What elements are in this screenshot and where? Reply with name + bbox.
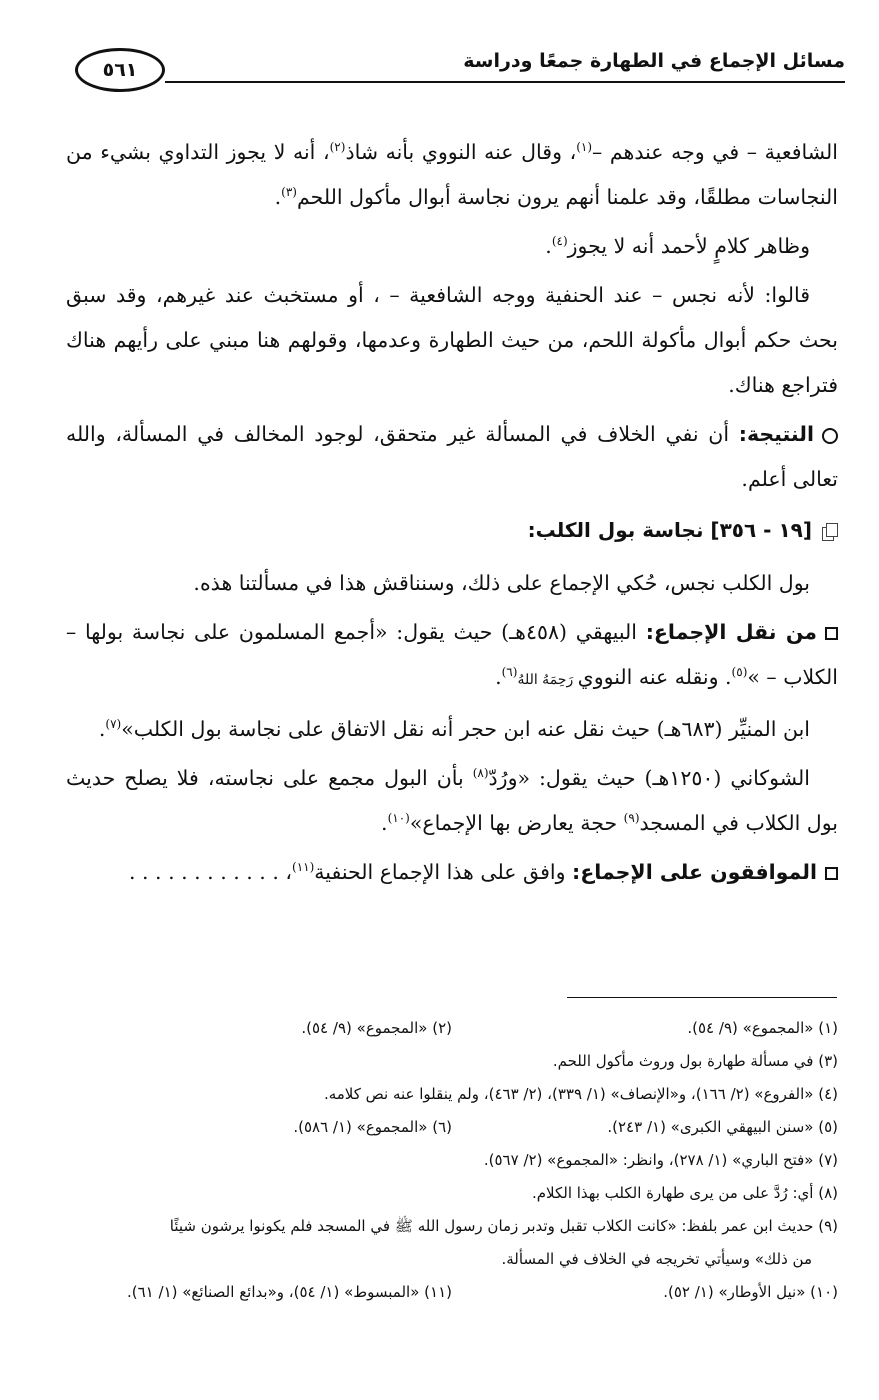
footnote-3: (٣) في مسألة طهارة بول وروث مأكول اللحم. <box>552 1052 838 1070</box>
text-span: الشافعية – في وجه عندهم – <box>592 140 838 164</box>
footnote-row <box>66 1012 838 1045</box>
result-label: النتيجة: <box>738 422 814 446</box>
footnote-ref[interactable]: (١١) <box>292 860 315 875</box>
footnote-5: (٥) «سنن البيهقي الكبرى» (١/ ٢٤٣). <box>607 1118 838 1136</box>
text-span: حجة يعارض بها الإجماع» <box>409 811 624 835</box>
honorific: رَحِمَهُ اللهُ <box>517 672 578 688</box>
section-heading-text: [١٩ - ٣٥٦] نجاسة بول الكلب: <box>527 518 812 542</box>
footnote-6: (٦) «المجموع» (١/ ٥٨٦). <box>293 1118 452 1136</box>
result-text: أن نفي الخلاف في المسألة غير متحقق، لوجود المخالف في المسألة، والله تعالى أعلم. <box>66 422 838 491</box>
transmitters-label: من نقل الإجماع: <box>645 620 817 644</box>
footnote-separator <box>567 997 837 998</box>
footnote-ref[interactable]: (٧) <box>105 717 122 732</box>
text-span: ابن المنيِّر (٦٨٣هـ) حيث نقل عنه ابن حجر أنه نقل الاتفاق على نجاسة بول الكلب» <box>121 717 810 741</box>
shawkani-paragraph <box>66 756 838 846</box>
text-span: وظاهر كلامٍ لأحمد أنه لا يجوز <box>567 234 810 258</box>
result-paragraph <box>66 412 838 502</box>
footnote-row <box>66 1276 838 1309</box>
footnote-ref[interactable]: (١٠) <box>387 811 410 826</box>
running-title: مسائل الإجماع في الطهارة جمعًا ودراسة <box>463 50 845 72</box>
footnote-9-continued: من ذلك» وسيأتي تخريجه في الخلاف في المسألة. <box>501 1250 812 1268</box>
footnote-ref[interactable]: (٩) <box>623 811 640 826</box>
text-span: . <box>545 234 552 258</box>
section-heading <box>66 508 838 553</box>
footnote-9: (٩) حديث ابن عمر بلفظ: «كانت الكلاب تقبل وتدبر زمان رسول الله ﷺ في المسجد فلم يكونوا يرشون شيئًا <box>169 1217 838 1235</box>
footnote-ref[interactable]: (٦) <box>501 665 518 680</box>
footnote-10: (١٠) «نيل الأوطار» (١/ ٥٢). <box>663 1283 838 1301</box>
agreeing-label: الموافقون على الإجماع: <box>572 860 817 884</box>
transmitters-paragraph <box>66 610 838 703</box>
paragraph-1 <box>66 130 838 220</box>
text-span: بأن البول مجمع على نجاسته، فلا يصلح حديث بول الكلاب في المسجد <box>66 766 838 835</box>
footnote-1: (١) «المجموع» (٩/ ٥٤). <box>687 1019 838 1037</box>
text-span: ، وقال عنه النووي بأنه شاذ <box>345 140 577 164</box>
footnote-4: (٤) «الفروع» (٢/ ١٦٦)، و«الإنصاف» (١/ ٣٣٩)، (٢/ ٤٦٣)، ولم ينقلوا عنه نص كلامه. <box>323 1085 838 1103</box>
text-span: . ونقله عنه النووي <box>577 665 732 689</box>
munayyir-paragraph <box>66 707 838 752</box>
footnote-2: (٢) «المجموع» (٩/ ٥٤). <box>301 1019 452 1037</box>
section-intro: بول الكلب نجس، حُكي الإجماع على ذلك، وسنناقش هذا في مسألتنا هذه. <box>193 571 810 595</box>
main-text <box>66 130 838 899</box>
text-span: البيهقي (٤٥٨هـ) حيث يقول: «أجمع المسلمون على نجاسة بولها – الكلاب – » <box>66 620 838 689</box>
paragraph-3: قالوا: لأنه نجس – عند الحنفية ووجه الشافعية – ، أو مستخبث عند غيرهم، وقد سبق بحث حكم أبوال مأكولة اللحم، من حيث الطهارة وعدمها، وقولهم هنا مبني على رأيهم هناك فتراجع هناك. <box>66 283 838 397</box>
agreeing-paragraph <box>66 850 838 895</box>
footnote-11: (١١) «المبسوط» (١/ ٥٤)، و«بدائع الصنائع» (١/ ٦١). <box>126 1283 452 1301</box>
text-span: . <box>381 811 388 835</box>
page-number: ٥٦١ <box>102 59 138 81</box>
footnote-8: (٨) أي: رُدَّ على من يرى طهارة الكلب بهذا الكلام. <box>531 1184 838 1202</box>
text-span: ، أنه لا يجوز التداوي بشيء من النجاسات مطلقًا، وقد علمنا أنهم يرون نجاسة أبوال مأكول اللحم <box>66 140 838 209</box>
footnote-7: (٧) «فتح الباري» (١/ ٢٧٨)، وانظر: «المجموع» (٢/ ٥٦٧). <box>483 1151 838 1169</box>
square-bullet-icon <box>825 627 838 640</box>
circle-bullet-icon <box>822 428 838 444</box>
footnote-ref[interactable]: (٤) <box>551 234 568 249</box>
text-span: . <box>495 665 502 689</box>
text-span: . <box>274 185 282 209</box>
square-bullet-icon <box>825 867 838 880</box>
footnote-ref[interactable]: (٥) <box>731 665 748 680</box>
footnote-ref[interactable]: (٨) <box>472 766 489 781</box>
text-span: . <box>98 717 106 741</box>
documents-icon <box>822 523 838 541</box>
header-rule <box>165 81 845 83</box>
text-span: وافق على هذا الإجماع الحنفية <box>314 860 573 884</box>
text-span: الشوكاني (١٢٥٠هـ) حيث يقول: «ورُدّ <box>488 766 810 790</box>
page-header <box>75 44 845 94</box>
paragraph-2 <box>66 224 838 269</box>
footnotes <box>66 1012 838 1309</box>
footnote-ref[interactable]: (٣) <box>281 185 297 200</box>
page-number-badge <box>75 48 165 92</box>
footnote-ref[interactable]: (١) <box>576 140 593 155</box>
footnote-ref[interactable]: (٢) <box>329 140 346 155</box>
text-span: ، . . . . . . . . . . . . <box>128 860 292 884</box>
footnote-row <box>66 1111 838 1144</box>
